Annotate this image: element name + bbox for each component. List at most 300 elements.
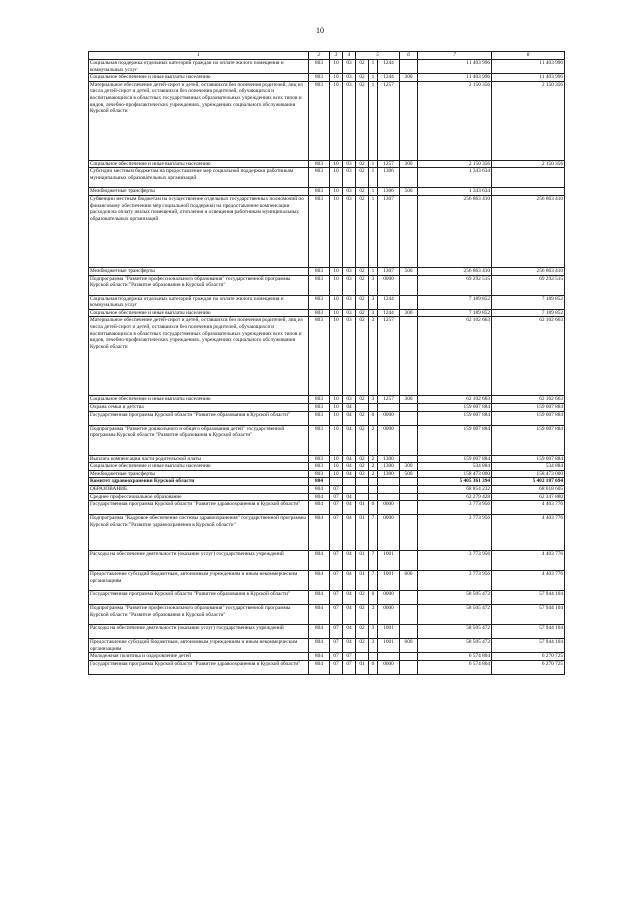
cell-name: Подпрограмма "Кадровое обеспечение системы здравоохранения" государственной программы Курской области "Развитие здравоохранения в Курской области"	[89, 515, 309, 551]
cell-c5a: 02	[356, 425, 369, 455]
cell-c5b: 3	[369, 309, 378, 317]
cell-c7: 58 505 472	[418, 639, 492, 653]
cell-c3	[330, 478, 343, 486]
cell-c5c: 1001	[378, 551, 400, 571]
cell-c5c: 1244	[378, 74, 400, 82]
cell-c5b: 3	[369, 605, 378, 625]
cell-c6	[400, 515, 418, 551]
cell-c5a: 02	[356, 60, 369, 74]
cell-c6: 600	[400, 639, 418, 653]
cell-c7: 534 884	[418, 463, 492, 471]
cell-c7: 159 007 884	[418, 411, 492, 425]
cell-c4: 04	[343, 515, 356, 551]
cell-c7: 58 505 472	[418, 591, 492, 605]
cell-c3: 10	[330, 403, 343, 411]
cell-c6	[400, 493, 418, 501]
cell-c6	[400, 485, 418, 493]
table-row	[89, 660, 565, 674]
table-row	[89, 455, 565, 463]
cell-name: Субсидии местным бюджетам на предоставление мер социальной поддержки работникам муниципальных образовательных организаций	[89, 168, 309, 188]
cell-c4	[343, 485, 356, 493]
cell-c5b: 7	[369, 571, 378, 591]
cell-c2: 804	[309, 515, 330, 551]
cell-c5a: 02	[356, 625, 369, 639]
cell-c6	[400, 605, 418, 625]
cell-c5b: 1	[369, 195, 378, 267]
cell-c2: 803	[309, 403, 330, 411]
cell-c5b: 2	[369, 463, 378, 471]
cell-c4: 03	[343, 396, 356, 404]
cell-c4: 03	[343, 295, 356, 309]
cell-c4: 07	[343, 653, 356, 661]
cell-c5a: 02	[356, 463, 369, 471]
cell-c3: 07	[330, 501, 343, 515]
table-row	[89, 493, 565, 501]
cell-c4: 03	[343, 160, 356, 168]
cell-c6	[400, 168, 418, 188]
cell-c2: 804	[309, 625, 330, 639]
budget-table	[88, 51, 565, 675]
cell-c5b	[369, 653, 378, 661]
cell-c8: 62 102 663	[492, 317, 565, 396]
cell-c5a: 02	[356, 168, 369, 188]
cell-name: Социальное обеспечение и иные выплаты населению	[89, 309, 309, 317]
cell-c5a: 02	[356, 470, 369, 478]
cell-c5a: 02	[356, 74, 369, 82]
cell-c5a: 02	[356, 160, 369, 168]
cell-c7: 58 505 472	[418, 605, 492, 625]
cell-name: Предоставление субсидий бюджетным, автономным учреждениям и иным некоммерческим организациям	[89, 639, 309, 653]
cell-c7: 3 773 956	[418, 571, 492, 591]
cell-c3: 10	[330, 411, 343, 425]
table-row	[89, 317, 565, 396]
cell-c7: 3 773 956	[418, 501, 492, 515]
cell-c3: 07	[330, 660, 343, 674]
cell-c5c: 0000	[378, 411, 400, 425]
cell-c7: 7 189 852	[418, 309, 492, 317]
cell-c6: 300	[400, 160, 418, 168]
cell-c5b: 1	[369, 81, 378, 160]
cell-c3: 10	[330, 396, 343, 404]
cell-c5b: 0	[369, 591, 378, 605]
cell-c4: 04	[343, 501, 356, 515]
cell-name: Социальное обеспечение и иные выплаты населению	[89, 396, 309, 404]
cell-c6	[400, 425, 418, 455]
cell-name: Государственная программа Курской области "Развитие образования в Курской области"	[89, 411, 309, 425]
cell-c7: 2 150 356	[418, 81, 492, 160]
cell-c3: 10	[330, 275, 343, 295]
cell-name: Социальная поддержка отдельных категорий граждан по оплате жилого помещения и коммунальных услуг	[89, 295, 309, 309]
cell-name: Молодежная политика и оздоровление детей	[89, 653, 309, 661]
cell-name: Комитет здравоохранения Курской области	[89, 478, 309, 486]
cell-c5c: 1244	[378, 295, 400, 309]
cell-c3: 07	[330, 653, 343, 661]
cell-c2: 803	[309, 275, 330, 295]
col-header-8: 8	[492, 52, 565, 60]
cell-c5a: 02	[356, 591, 369, 605]
cell-name: Материальное обеспечение детей-сирот и детей, оставшихся без попечения родителей, лиц из числа детей-сирот и детей, оставшихся без попечения родителей, обучающихся и воспитывающихся в областных государственных образовательных учреждениях всех типов и видов, лечебно-профилактических учреждениях, учреждениях социального обслуживания Курской области	[89, 317, 309, 396]
cell-c6	[400, 478, 418, 486]
cell-c3: 10	[330, 455, 343, 463]
cell-c4: 04	[343, 591, 356, 605]
cell-c5c: 1244	[378, 60, 400, 74]
cell-c2: 804	[309, 591, 330, 605]
cell-c5c: 1300	[378, 455, 400, 463]
cell-c5c: 1307	[378, 267, 400, 275]
cell-c6	[400, 501, 418, 515]
cell-c8	[492, 188, 565, 196]
table-row	[89, 653, 565, 661]
col-header-6: 6	[400, 52, 418, 60]
table-row	[89, 463, 565, 471]
cell-c3: 10	[330, 267, 343, 275]
cell-c6	[400, 317, 418, 396]
cell-c3: 07	[330, 493, 343, 501]
cell-c8: 11 403 996	[492, 74, 565, 82]
cell-c2: 804	[309, 639, 330, 653]
cell-name: Социальное обеспечение и иные выплаты населению	[89, 463, 309, 471]
cell-c3: 07	[330, 591, 343, 605]
cell-c5c: 1306	[378, 168, 400, 188]
cell-c5b: 1	[369, 160, 378, 168]
cell-c4: 03	[343, 309, 356, 317]
cell-c6	[400, 81, 418, 160]
cell-c4: 04	[343, 470, 356, 478]
cell-c5b: 0	[369, 411, 378, 425]
cell-c7: 256 863 410	[418, 195, 492, 267]
cell-c4: 03	[343, 74, 356, 82]
cell-c8: 159 007 884	[492, 425, 565, 455]
cell-c7: 11 403 996	[418, 60, 492, 74]
cell-c5a: 02	[356, 309, 369, 317]
cell-c2: 803	[309, 455, 330, 463]
cell-c4: 04	[343, 605, 356, 625]
cell-c7: 3 773 956	[418, 551, 492, 571]
cell-c6: 600	[400, 571, 418, 591]
cell-c7: 159 007 884	[418, 425, 492, 455]
cell-c7: 5 405 361 394	[418, 478, 492, 486]
cell-c2: 803	[309, 411, 330, 425]
cell-c6	[400, 275, 418, 295]
table-row	[89, 411, 565, 425]
cell-c8: 57 944 104	[492, 639, 565, 653]
table-row	[89, 295, 565, 309]
cell-c3: 10	[330, 168, 343, 188]
cell-c5c: 1257	[378, 396, 400, 404]
cell-c4: 03	[343, 188, 356, 196]
cell-c8: 159 007 884	[492, 455, 565, 463]
cell-c4: 04	[343, 639, 356, 653]
cell-c2: 803	[309, 267, 330, 275]
cell-c5c: 0000	[378, 515, 400, 551]
col-header-3: 3	[330, 52, 343, 60]
cell-c5c	[378, 478, 400, 486]
cell-c5a: 01	[356, 501, 369, 515]
table-row	[89, 515, 565, 551]
cell-c3: 10	[330, 188, 343, 196]
cell-c5a	[356, 478, 369, 486]
cell-c7: 62 279 428	[418, 493, 492, 501]
cell-c7: 7 189 852	[418, 295, 492, 309]
cell-c5b: 2	[369, 425, 378, 455]
cell-c3: 07	[330, 551, 343, 571]
cell-c5b: 1	[369, 267, 378, 275]
cell-c5b: 3	[369, 625, 378, 639]
cell-c5a	[356, 485, 369, 493]
cell-c2: 804	[309, 605, 330, 625]
cell-c5a	[356, 493, 369, 501]
cell-c5a	[356, 653, 369, 661]
cell-c4: 03	[343, 81, 356, 160]
cell-c5c: 1244	[378, 309, 400, 317]
cell-c2: 803	[309, 425, 330, 455]
table-row	[89, 605, 565, 625]
cell-c5a: 02	[356, 605, 369, 625]
cell-c5a: 02	[356, 267, 369, 275]
cell-c3: 07	[330, 605, 343, 625]
cell-c2: 804	[309, 485, 330, 493]
cell-c6: 500	[400, 188, 418, 196]
cell-name: Субвенции местным бюджетам на осуществление отдельных государственных полномочий по финансовому обеспечению мер социальной поддержки на предоставление компенсации расходов на оплату жилых помещений, отопления и освещения работникам муниципальных образовательных организаций	[89, 195, 309, 267]
cell-c5b: 1	[369, 74, 378, 82]
table-header	[89, 52, 565, 60]
cell-c5c: 1257	[378, 81, 400, 160]
cell-c5a: 01	[356, 551, 369, 571]
table-row	[89, 275, 565, 295]
cell-c3: 10	[330, 60, 343, 74]
cell-c5c: 1001	[378, 571, 400, 591]
cell-c5c: 1257	[378, 317, 400, 396]
cell-c5a: 02	[356, 396, 369, 404]
cell-c5a: 02	[356, 195, 369, 267]
cell-c5b	[369, 493, 378, 501]
cell-name: Подпрограмма "Развитие дошкольного и общего образования детей" государственной программы Курской области "Развитие образования в Курской области"	[89, 425, 309, 455]
cell-c5b: 2	[369, 455, 378, 463]
cell-c5b: 7	[369, 515, 378, 551]
cell-c3: 10	[330, 81, 343, 160]
cell-c8: 68 618 605	[492, 485, 565, 493]
cell-c5b: 7	[369, 551, 378, 571]
cell-c8: 69 292 515	[492, 275, 565, 295]
cell-c5c: 1307	[378, 195, 400, 267]
cell-c8: 158 473 000	[492, 470, 565, 478]
cell-c4: 03	[343, 267, 356, 275]
cell-c4: 07	[343, 660, 356, 674]
cell-c8: 57 944 104	[492, 591, 565, 605]
cell-c8: 4 403 776	[492, 551, 565, 571]
cell-c2: 803	[309, 188, 330, 196]
cell-name: Материальное обеспечение детей-сирот и детей, оставшихся без попечения родителей, лиц из числа детей-сирот и детей, оставшихся без попечения родителей, обучающихся и воспитывающихся в областных государственных образовательных учреждениях всех типов и видов, лечебно-профилактических учреждениях, учреждениях социального обслуживания Курской области	[89, 81, 309, 160]
cell-c8: 256 863 410	[492, 267, 565, 275]
table-row	[89, 81, 565, 160]
cell-c2: 804	[309, 478, 330, 486]
table-row	[89, 470, 565, 478]
table-row	[89, 188, 565, 196]
cell-c5b: 3	[369, 275, 378, 295]
cell-c6: 300	[400, 463, 418, 471]
cell-c5b: 3	[369, 639, 378, 653]
table-row	[89, 639, 565, 653]
cell-c5b: 0	[369, 660, 378, 674]
cell-c2: 803	[309, 309, 330, 317]
cell-c8: 159 007 884	[492, 411, 565, 425]
cell-c2: 804	[309, 660, 330, 674]
cell-c3: 10	[330, 195, 343, 267]
cell-c2: 803	[309, 74, 330, 82]
cell-c5c: 1306	[378, 188, 400, 196]
cell-c5a: 02	[356, 317, 369, 396]
cell-c4: 04	[343, 493, 356, 501]
cell-c5c	[378, 493, 400, 501]
cell-c3: 10	[330, 425, 343, 455]
cell-c5a: 01	[356, 515, 369, 551]
page-number: 10	[316, 26, 324, 35]
table-row	[89, 60, 565, 74]
cell-c8: 534 884	[492, 463, 565, 471]
cell-c7: 3 773 956	[418, 515, 492, 551]
table-row	[89, 74, 565, 82]
cell-c6	[400, 625, 418, 639]
cell-c6: 500	[400, 267, 418, 275]
cell-c2: 803	[309, 295, 330, 309]
cell-c3: 07	[330, 571, 343, 591]
cell-c5c: 1300	[378, 470, 400, 478]
cell-c4: 04	[343, 571, 356, 591]
cell-c8: 62 102 663	[492, 396, 565, 404]
cell-c2: 803	[309, 463, 330, 471]
table-row	[89, 309, 565, 317]
cell-c5a: 02	[356, 639, 369, 653]
cell-c2: 803	[309, 81, 330, 160]
cell-name: Расходы на обеспечение деятельности (оказание услуг) государственных учреждений	[89, 551, 309, 571]
cell-c2: 803	[309, 317, 330, 396]
cell-c4: 04	[343, 551, 356, 571]
cell-name: Выплата компенсации части родительской платы	[89, 455, 309, 463]
cell-name: Государственная программа Курской области "Развитие здравоохранения в Курской области"	[89, 501, 309, 515]
table-row	[89, 501, 565, 515]
cell-c6: 300	[400, 396, 418, 404]
cell-c4: 03	[343, 275, 356, 295]
cell-c5c: 0000	[378, 591, 400, 605]
table-row	[89, 425, 565, 455]
cell-c5b	[369, 478, 378, 486]
cell-c6: 300	[400, 74, 418, 82]
cell-c2: 803	[309, 60, 330, 74]
cell-c8: 4 403 776	[492, 501, 565, 515]
col-header-4: 4	[343, 52, 356, 60]
cell-c6	[400, 455, 418, 463]
cell-name: Государственная программа Курской области "Развитие образования в Курской области"	[89, 591, 309, 605]
cell-c7: 6 574 804	[418, 660, 492, 674]
cell-c5b	[369, 485, 378, 493]
table-row	[89, 551, 565, 571]
cell-c5b: 3	[369, 317, 378, 396]
cell-c5c	[378, 485, 400, 493]
cell-c8: 159 007 884	[492, 403, 565, 411]
cell-c7: 158 473 000	[418, 470, 492, 478]
cell-c2: 803	[309, 396, 330, 404]
cell-c6	[400, 591, 418, 605]
cell-name: Социальное обеспечение и иные выплаты населению	[89, 160, 309, 168]
cell-name: Расходы на обеспечение деятельности (оказание услуг) государственных учреждений	[89, 625, 309, 639]
cell-name: Государственная программа Курской области "Развитие здравоохранения в Курской области"	[89, 660, 309, 674]
cell-name: Межбюджетные трансферты	[89, 470, 309, 478]
cell-c2: 804	[309, 571, 330, 591]
cell-c7: 62 102 663	[418, 317, 492, 396]
cell-c7: 1 343 634	[418, 188, 492, 196]
cell-c5c: 1257	[378, 160, 400, 168]
cell-c6	[400, 195, 418, 267]
cell-c2: 804	[309, 653, 330, 661]
cell-c4: 04	[343, 455, 356, 463]
cell-c7: 2 150 356	[418, 160, 492, 168]
table-row	[89, 571, 565, 591]
cell-c5c: 1001	[378, 625, 400, 639]
table-row	[89, 195, 565, 267]
cell-c8: 6 270 725	[492, 660, 565, 674]
cell-c8: 57 944 104	[492, 605, 565, 625]
cell-c3: 07	[330, 515, 343, 551]
cell-c5c	[378, 403, 400, 411]
cell-c7: 68 854 232	[418, 485, 492, 493]
cell-c5c: 0000	[378, 501, 400, 515]
cell-c2: 803	[309, 160, 330, 168]
cell-c8	[492, 168, 565, 188]
cell-c4: 03	[343, 195, 356, 267]
cell-c8: 2 150 356	[492, 160, 565, 168]
cell-c4: 04	[343, 411, 356, 425]
cell-c5b: 1	[369, 60, 378, 74]
cell-c6	[400, 653, 418, 661]
cell-c3: 10	[330, 470, 343, 478]
cell-c6	[400, 403, 418, 411]
cell-c5a: 02	[356, 411, 369, 425]
cell-c2: 803	[309, 168, 330, 188]
cell-name: Среднее профессиональное образование	[89, 493, 309, 501]
cell-c3: 10	[330, 317, 343, 396]
cell-c5b: 3	[369, 396, 378, 404]
cell-c8: 4 403 776	[492, 571, 565, 591]
cell-c5a: 02	[356, 81, 369, 160]
cell-c2: 803	[309, 195, 330, 267]
cell-c5a: 02	[356, 295, 369, 309]
cell-c3: 10	[330, 160, 343, 168]
cell-c8: 7 189 852	[492, 295, 565, 309]
cell-c7: 159 007 884	[418, 403, 492, 411]
cell-c3: 07	[330, 625, 343, 639]
cell-c4: 04	[343, 625, 356, 639]
table-row	[89, 625, 565, 639]
cell-c7: 11 403 996	[418, 74, 492, 82]
cell-name: Подпрограмма "Развитие профессионального образования" государственной программы Курской области "Развитие образования в Курской области"	[89, 275, 309, 295]
cell-c2: 804	[309, 501, 330, 515]
cell-c3: 10	[330, 463, 343, 471]
cell-c3: 07	[330, 639, 343, 653]
cell-c8: 57 944 104	[492, 625, 565, 639]
cell-name: Социальная поддержка отдельных категорий граждан по оплате жилого помещения и коммунальных услуг	[89, 60, 309, 74]
cell-c2: 804	[309, 551, 330, 571]
cell-c6	[400, 411, 418, 425]
cell-c5b: 1	[369, 188, 378, 196]
cell-c8: 11 403 996	[492, 60, 565, 74]
cell-c7: 69 292 515	[418, 275, 492, 295]
table-row	[89, 478, 565, 486]
cell-c3: 10	[330, 309, 343, 317]
cell-c5a: 01	[356, 660, 369, 674]
cell-c2: 804	[309, 493, 330, 501]
cell-c5c: 0000	[378, 425, 400, 455]
cell-name: Межбюджетные трансферты	[89, 188, 309, 196]
